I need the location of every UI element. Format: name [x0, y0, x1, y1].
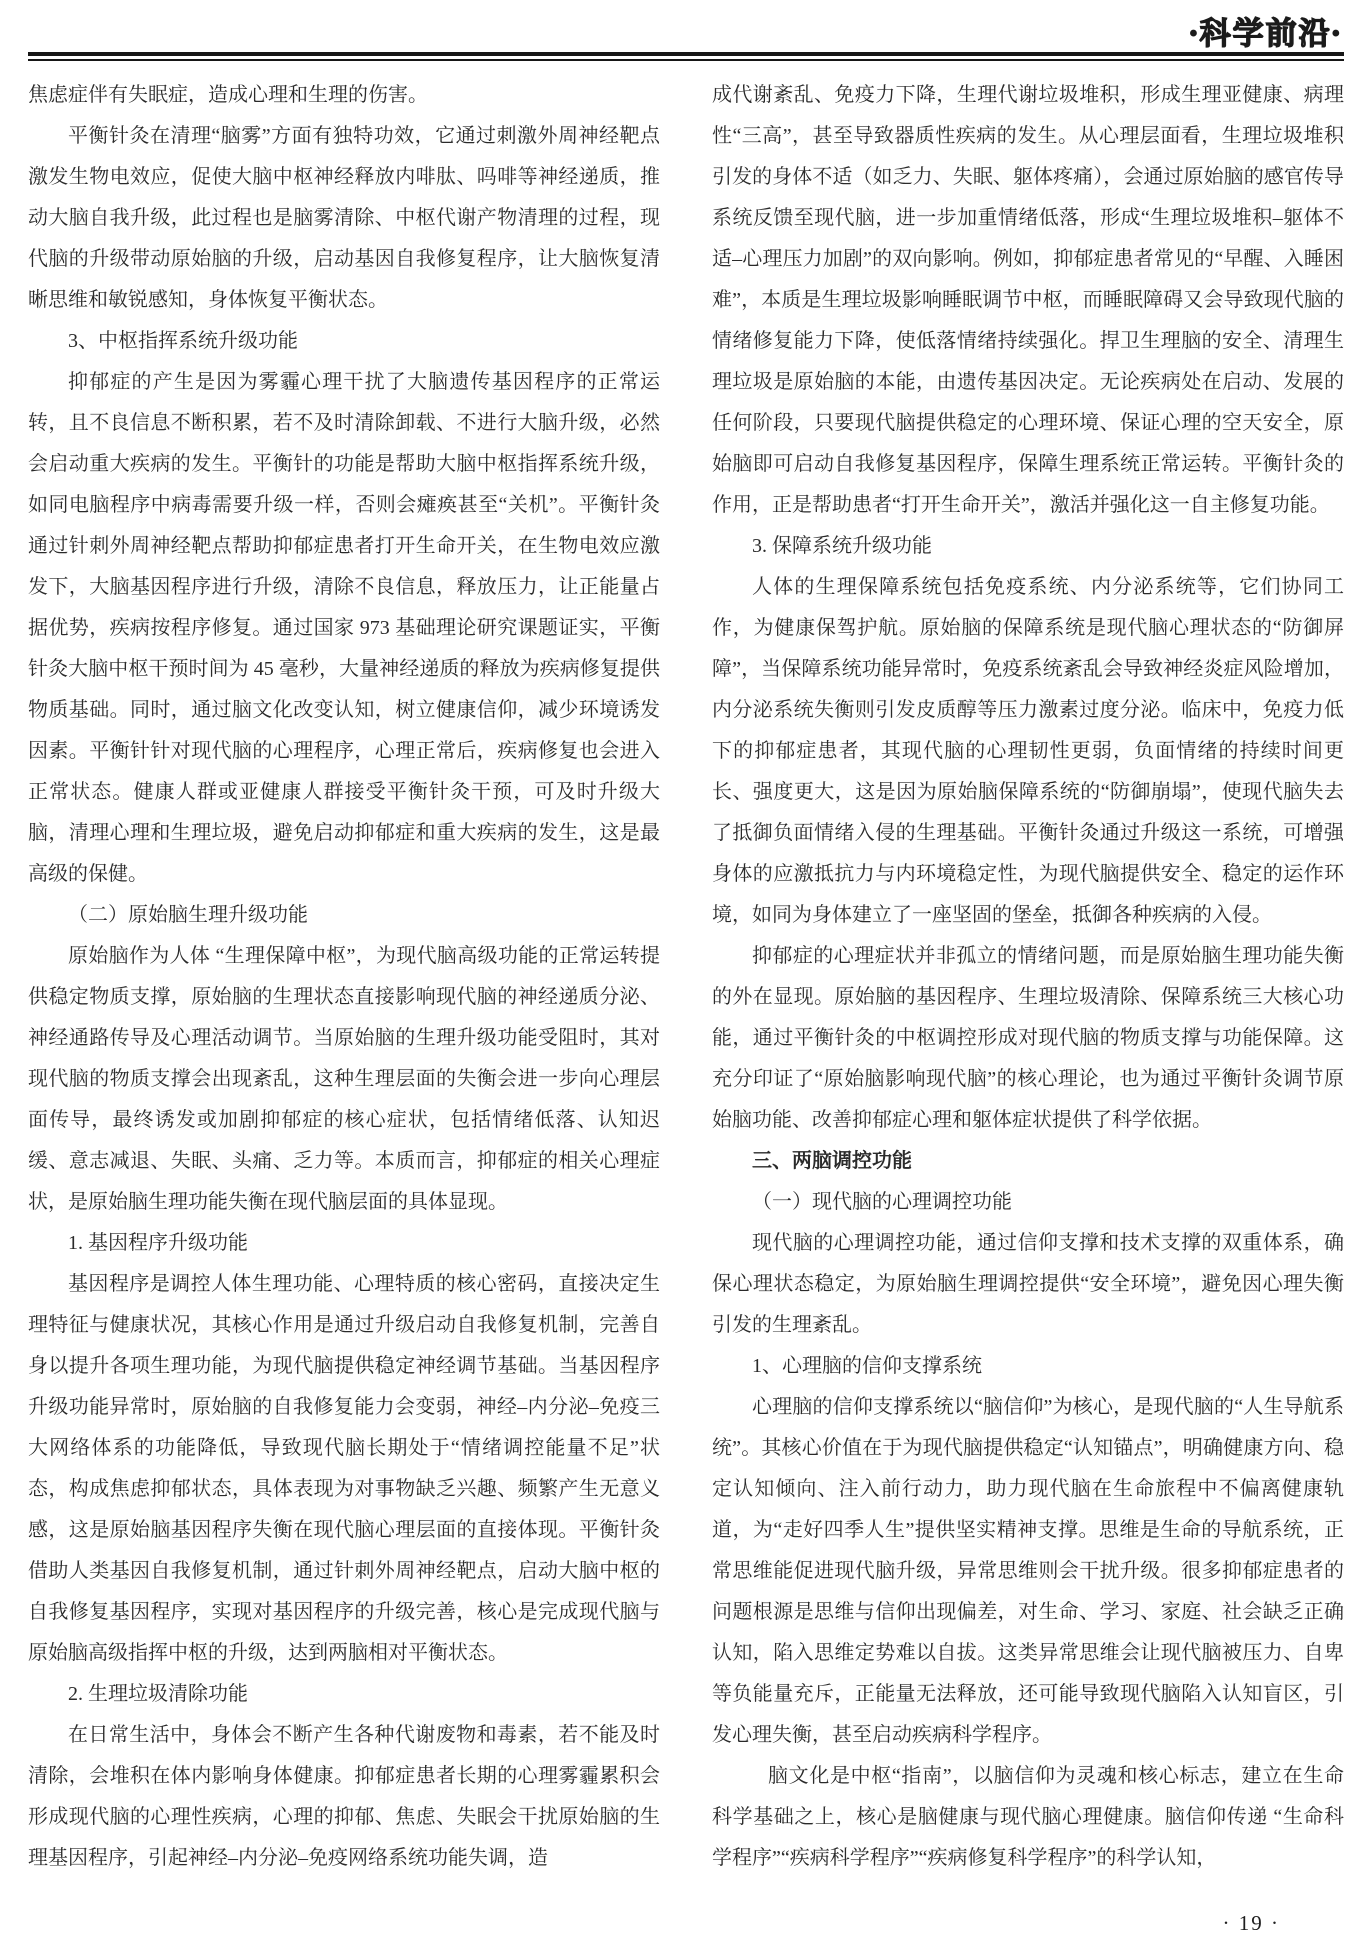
subsection-heading: 1. 基因程序升级功能 — [68, 1232, 248, 1254]
paragraph: 人体的生理保障系统包括免疫系统、内分泌系统等，它们协同工作，为健康保驾护航。原始脑的保障系统是现代脑心理状态的“防御屏障”，当保障系统功能异常时，免疫系统紊乱会导致神经炎症风险增加，内分泌系统失衡则引发皮质醇等压力激素过度分泌。临床中，免疫力低下的抑郁症患者，其现代脑的心理韧性更弱，负面情绪的持续时间更长、强度更大，这是因为原始脑保障系统的“防御崩塌”，使现代脑失去了抵御负面情绪入侵的生理基础。平衡针灸通过升级这一系统，可增强身体的应激抵抗力与内环境稳定性，为现代脑提供安全、稳定的运作环境，如同为身体建立了一座坚固的堡垒，抵御各种疾病的入侵。 — [712, 576, 1344, 926]
section-heading: 三、两脑调控功能 — [752, 1150, 912, 1172]
banner-title: 科学前沿 — [1199, 16, 1332, 51]
two-column-body — [28, 75, 1344, 1915]
column-right — [712, 75, 1344, 1915]
paragraph: 焦虑症伴有失眠症，造成心理和生理的伤害。 — [28, 84, 428, 106]
paragraph: 原始脑作为人体 “生理保障中枢”，为现代脑高级功能的正常运转提供稳定物质支撑，原始脑的生理状态直接影响现代脑的神经递质分泌、神经通路传导及心理活动调节。当原始脑的生理升级功能受阻时，其对现代脑的物质支撑会出现紊乱，这种生理层面的失衡会进一步向心理层面传导，最终诱发或加剧抑郁症的核心症状，包括情绪低落、认知迟缓、意志减退、失眠、头痛、乏力等。本质而言，抑郁症的相关心理症状，是原始脑生理功能失衡在现代脑层面的具体显现。 — [28, 945, 660, 1213]
header-double-rule — [28, 52, 1344, 61]
paragraph: 抑郁症的产生是因为雾霾心理干扰了大脑遗传基因程序的正常运转，且不良信息不断积累，若不及时清除卸载、不进行大脑升级，必然会启动重大疾病的发生。平衡针的功能是帮助大脑中枢指挥系统升级，如同电脑程序中病毒需要升级一样，否则会瘫痪甚至“关机”。平衡针灸通过针刺外周神经靶点帮助抑郁症患者打开生命开关，在生物电效应激发下，大脑基因程序进行升级，清除不良信息，释放压力，让正能量占据优势，疾病按程序修复。通过国家 973 基础理论研究课题证实，平衡针灸大脑中枢干预时间为 45 毫秒，大量神经递质的释放为疾病修复提供物质基础。同时，通过脑文化改变认知，树立健康信仰，减少环境诱发因素。平衡针针对现代脑的心理程序，心理正常后，疾病修复也会进入正常状态。健康人群或亚健康人群接受平衡针灸干预，可及时升级大脑，清理心理和生理垃圾，避免启动抑郁症和重大疾病的发生，这是最高级的保健。 — [28, 371, 660, 885]
paragraph: 基因程序是调控人体生理功能、心理特质的核心密码，直接决定生理特征与健康状况，其核心作用是通过升级启动自我修复机制，完善自身以提升各项生理功能，为现代脑提供稳定神经调节基础。当基因程序升级功能异常时，原始脑的自我修复能力会变弱，神经–内分泌–免疫三大网络体系的功能降低，导致现代脑长期处于“情绪调控能量不足”状态，构成焦虑抑郁状态，具体表现为对事物缺乏兴趣、频繁产生无意义感，这是原始脑基因程序失衡在现代脑心理层面的直接体现。平衡针灸借助人类基因自我修复机制，通过针刺外周神经靶点，启动大脑中枢的自我修复基因程序，实现对基因程序的升级完善，核心是完成现代脑与原始脑高级指挥中枢的升级，达到两脑相对平衡状态。 — [28, 1273, 660, 1664]
subsection-heading: 1、心理脑的信仰支撑系统 — [752, 1355, 982, 1377]
subsection-heading: 2. 生理垃圾清除功能 — [68, 1683, 248, 1705]
paragraph: 平衡针灸在清理“脑雾”方面有独特功效，它通过刺激外周神经靶点激发生物电效应，促使大脑中枢神经释放内啡肽、吗啡等神经递质，推动大脑自我升级，此过程也是脑雾清除、中枢代谢产物清理的过程，现代脑的升级带动原始脑的升级，启动基因自我修复程序，让大脑恢复清晰思维和敏锐感知，身体恢复平衡状态。 — [28, 125, 660, 311]
banner-left-bullet-icon: • — [1189, 20, 1200, 47]
paragraph: 在日常生活中，身体会不断产生各种代谢废物和毒素，若不能及时清除，会堆积在体内影响身体健康。抑郁症患者长期的心理雾霾累积会形成现代脑的心理性疾病，心理的抑郁、焦虑、失眠会干扰原始脑的生理基因程序，引起神经–内分泌–免疫网络系统功能失调，造 — [28, 1724, 660, 1869]
paragraph: 现代脑的心理调控功能，通过信仰支撑和技术支撑的双重体系，确保心理状态稳定，为原始脑生理调控提供“安全环境”，避免因心理失衡引发的生理紊乱。 — [712, 1232, 1344, 1336]
paragraph: 成代谢紊乱、免疫力下降，生理代谢垃圾堆积，形成生理亚健康、病理性“三高”，甚至导致器质性疾病的发生。从心理层面看，生理垃圾堆积引发的身体不适（如乏力、失眠、躯体疼痛），会通过原始脑的感官传导系统反馈至现代脑，进一步加重情绪低落，形成“生理垃圾堆积–躯体不适–心理压力加剧”的双向影响。例如，抑郁症患者常见的“早醒、入睡困难”，本质是生理垃圾影响睡眠调节中枢，而睡眠障碍又会导致现代脑的情绪修复能力下降，使低落情绪持续强化。捍卫生理脑的安全、清理生理垃圾是原始脑的本能，由遗传基因决定。无论疾病处在启动、发展的任何阶段，只要现代脑提供稳定的心理环境、保证心理的空天安全，原始脑即可启动自我修复基因程序，保障生理系统正常运转。平衡针灸的作用，正是帮助患者“打开生命开关”，激活并强化这一自主修复功能。 — [712, 84, 1344, 516]
subsection-heading: （一）现代脑的心理调控功能 — [752, 1191, 1012, 1213]
banner-right-bullet-icon: • — [1331, 20, 1342, 47]
column-left — [28, 75, 660, 1915]
page-number: · 19 · — [1222, 1911, 1280, 1935]
paragraph: 心理脑的信仰支撑系统以“脑信仰”为核心，是现代脑的“人生导航系统”。其核心价值在于为现代脑提供稳定“认知锚点”，明确健康方向、稳定认知倾向、注入前行动力，助力现代脑在生命旅程中不偏离健康轨道，为“走好四季人生”提供坚实精神支撑。思维是生命的导航系统，正常思维能促进现代脑升级，异常思维则会干扰升级。很多抑郁症患者的问题根源是思维与信仰出现偏差，对生命、学习、家庭、社会缺乏正确认知，陷入思维定势难以自拔。这类异常思维会让现代脑被压力、自卑等负能量充斥，正能量无法释放，还可能导致现代脑陷入认知盲区，引发心理失衡，甚至启动疾病科学程序。 — [712, 1396, 1344, 1746]
page-header — [28, 8, 1344, 52]
subsection-heading: 3、中枢指挥系统升级功能 — [68, 330, 298, 352]
column-banner — [1189, 8, 1342, 53]
subsection-heading: 3. 保障系统升级功能 — [752, 535, 932, 557]
subsection-heading: （二）原始脑生理升级功能 — [68, 904, 308, 926]
paragraph: 脑文化是中枢“指南”，以脑信仰为灵魂和核心标志，建立在生命科学基础之上，核心是脑健康与现代脑心理健康。脑信仰传递 “生命科学程序”“疾病科学程序”“疾病修复科学程序”的科学认知， — [712, 1765, 1344, 1869]
paragraph: 抑郁症的心理症状并非孤立的情绪问题，而是原始脑生理功能失衡的外在显现。原始脑的基因程序、生理垃圾清除、保障系统三大核心功能，通过平衡针灸的中枢调控形成对现代脑的物质支撑与功能保障。这充分印证了“原始脑影响现代脑”的核心理论，也为通过平衡针灸调节原始脑功能、改善抑郁症心理和躯体症状提供了科学依据。 — [712, 945, 1344, 1131]
